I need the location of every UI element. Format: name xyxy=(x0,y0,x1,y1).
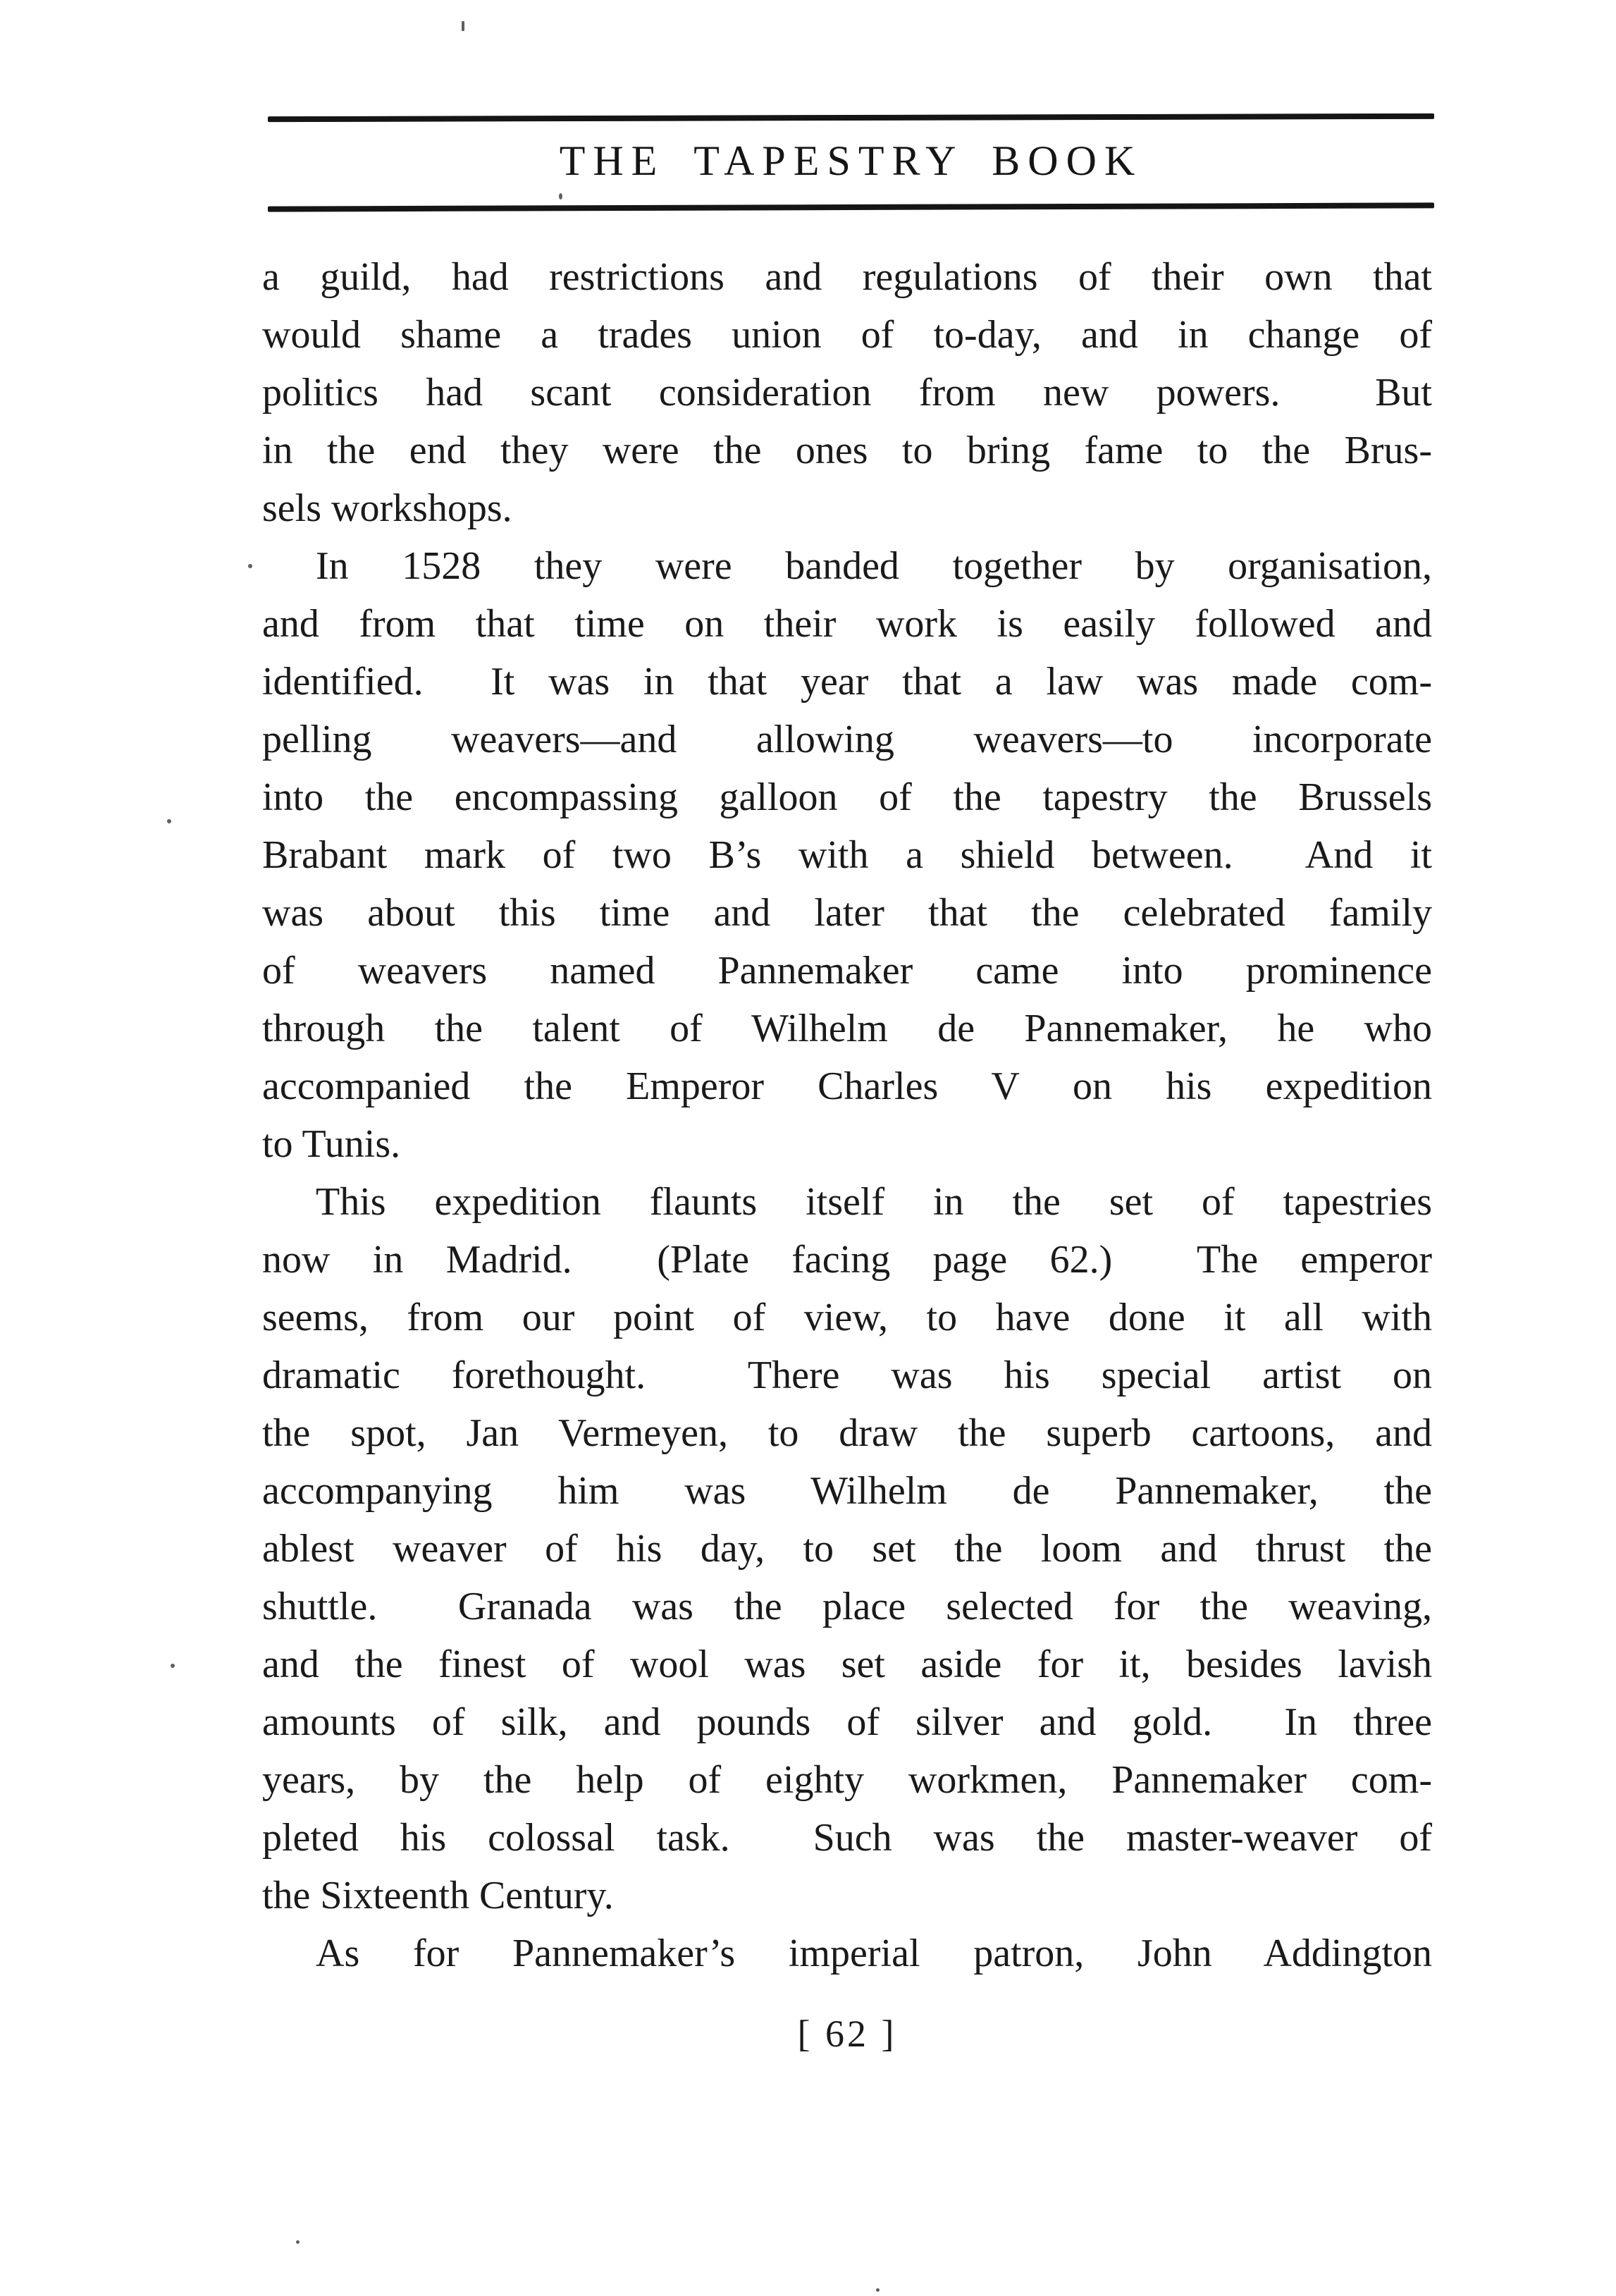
running-head-title: THE TAPESTRY BOOK xyxy=(559,137,1143,184)
text-line: of weavers named Pannemaker came into prominence xyxy=(262,949,1432,993)
text-line: amounts of silk, and pounds of silver and gold. In three xyxy=(262,1700,1432,1744)
page-number: [ 62 ] xyxy=(797,2013,897,2055)
scan-speck xyxy=(462,21,464,31)
text-line: accompanying him was Wilhelm de Pannemaker, the xyxy=(262,1469,1432,1513)
text-line: into the encompassing galloon of the tapestry the Brussels xyxy=(262,775,1432,819)
text-line: Brabant mark of two B’s with a shield between. And it xyxy=(262,833,1432,877)
text-line: seems, from our point of view, to have done it all with xyxy=(262,1296,1432,1339)
text-line: years, by the help of eighty workmen, Pannemaker com- xyxy=(262,1758,1432,1802)
text-line: pelling weavers—and allowing weavers—to incorporate xyxy=(262,718,1432,761)
text-line: dramatic forethought. There was his special artist on xyxy=(262,1353,1432,1397)
text-line: sels workshops. xyxy=(262,486,512,530)
text-line: the spot, Jan Vermeyen, to draw the superb cartoons, and xyxy=(262,1411,1432,1455)
text-line: politics had scant consideration from new powers. But xyxy=(262,371,1432,415)
text-line: and from that time on their work is easily followed and xyxy=(262,602,1432,646)
scan-speck xyxy=(167,819,171,823)
scan-speck xyxy=(559,193,562,199)
text-line: As for Pannemaker’s imperial patron, John Addington xyxy=(316,1932,1432,1975)
text-line: and the finest of wool was set aside for it, besides lavish xyxy=(262,1643,1432,1686)
text-line: the Sixteenth Century. xyxy=(262,1874,614,1917)
scan-speck xyxy=(248,564,252,568)
text-line: identified. It was in that year that a law was made com- xyxy=(262,660,1432,704)
text-line: through the talent of Wilhelm de Pannemaker, he who xyxy=(262,1007,1432,1050)
scan-speck xyxy=(171,1664,175,1668)
text-line: a guild, had restrictions and regulations of their own that xyxy=(262,255,1432,299)
text-line: accompanied the Emperor Charles V on his expedition xyxy=(262,1064,1432,1108)
scan-speck xyxy=(876,2288,880,2292)
text-line: was about this time and later that the celebrated family xyxy=(262,891,1432,935)
text-line: shuttle. Granada was the place selected for the weaving, xyxy=(262,1585,1432,1628)
text-line: This expedition flaunts itself in the set of tapestries xyxy=(316,1180,1432,1224)
text-line: to Tunis. xyxy=(262,1122,401,1166)
scan-speck xyxy=(296,2240,300,2244)
header-rule-bottom xyxy=(268,202,1434,211)
body-text xyxy=(262,248,1432,1982)
text-line: pleted his colossal task. Such was the master-weaver of xyxy=(262,1816,1432,1860)
text-line: would shame a trades union of to-day, and in change of xyxy=(262,313,1432,357)
header-rule-top xyxy=(268,113,1434,122)
text-line: in the end they were the ones to bring fame to the Brus- xyxy=(262,429,1432,472)
text-line: now in Madrid. (Plate facing page 62.) The emperor xyxy=(262,1238,1432,1282)
text-line: In 1528 they were banded together by organisation, xyxy=(316,544,1432,588)
text-line: ablest weaver of his day, to set the loom and thrust the xyxy=(262,1527,1432,1571)
